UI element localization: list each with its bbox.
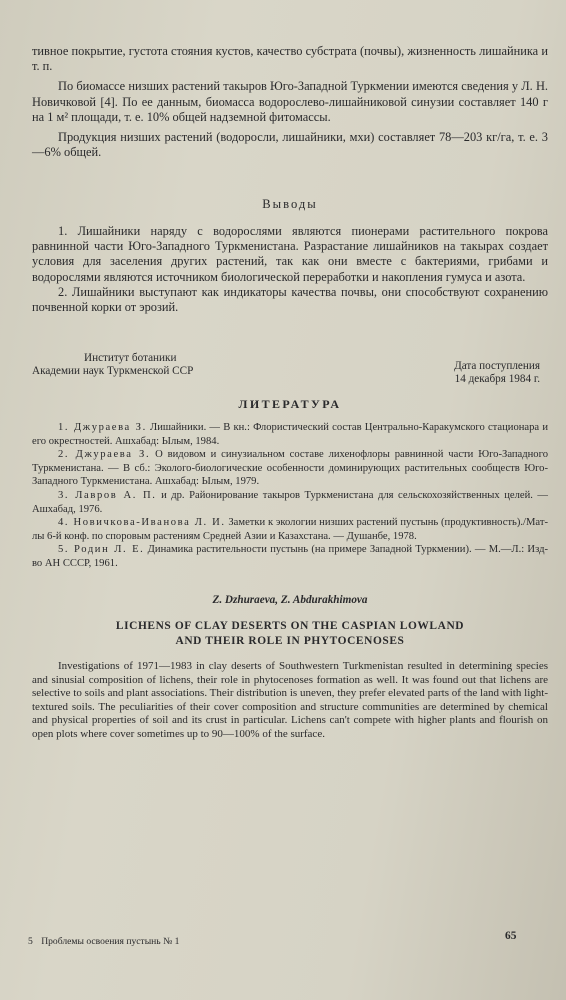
reference-item [32,448,548,489]
reference-text: Заметки к экологии низших растений пустынь (продуктивность)./Мат-лы 6-й конф. по споровым растениям Средней Азии и Казахстана. — Душанбе, 1978. [32,517,549,542]
literature-heading-wrap [32,397,548,412]
reference-author: 3. Лавров А. П. [58,489,157,501]
english-abstract-wrap [32,660,548,742]
reference-item [32,516,548,543]
signature-number: 5 [28,936,33,947]
reference-text: О видовом и синузиальном составе лихенофлоры равнинной части Юго-Западного Туркменистана. — В сб.: Эколого-биологические особенности доминирующих растительных сообществ Юго-Западного Туркменистана. Ашхабад: Ылым, 1979. [32,449,548,488]
journal-name: Проблемы освоения пустынь № 1 [41,936,180,947]
reference-author: 2. Джураева З. [58,449,151,461]
reference-list [32,421,548,571]
conclusions-heading: Выводы [262,197,318,211]
english-title-line-1: LICHENS OF CLAY DESERTS ON THE CASPIAN LOWLAND [115,620,465,632]
english-authors: Z. Dzhuraeva, Z. Abdurakhimova [212,594,368,606]
english-abstract: Investigations of 1971—1983 in clay deserts of Southwestern Turkmenistan resulted in determining species and sinusial composition of lichens, their role in phytocenoses formation as well. It was found out that lichens are selective to soils and plant associations. Their distribution is uneven, they prefer elevated parts of the land with light-textured soils. The peculiarities of their cover composition and structure communities are determined by chemical and physical properties of soil and its crust in particular. Lichens can't compete with higher plants and flourish on open plots where cover sometimes up to 90—100% of the surface. [32,660,548,740]
english-title-line-2: AND THEIR ROLE IN PHYTOCENOSES [175,635,405,647]
conclusion-1: 1. Лишайники наряду с водорослями являются пионерами растительного покрова равнинной части Юго-Западного Туркменистана. Разрастание лишайников на такырах создает условия для заселения других растений, так как они вместе с бактериями, грибами и водорослями являются источником биологической переработки и накопления гумуса и азота. [32,224,548,284]
conclusion-2: 2. Лишайники выступают как индикаторы качества почвы, они способствуют сохранению почвенной корки от эрозий. [32,284,548,315]
signature-block [32,352,548,386]
conclusions-text [32,224,548,315]
paragraph-biomass: По биомассе низших растений такыров Юго-Западной Туркмении имеются сведения у Л. Н. Новичковой [4]. По ее данным, биомасса водорослево-лишайниковой синузии составляет 140 г на 1 м² площади, т. е. 10% общей надземной фитомассы. [32,79,548,124]
reference-item [32,421,548,448]
english-authors-wrap [32,594,548,606]
date-received-value: 14 декабря 1984 г. [454,373,540,385]
date-received-label: Дата поступления [454,360,540,372]
reference-text: и др. Районирование такыров Туркменистана для сельскохозяйственных целей. — Ашхабад, 1976. [32,489,548,515]
paragraph-production: Продукция низших растений (водоросли, лишайники, мхи) составляет 78—203 кг/га, т. е. 3—6% общей. [32,130,548,160]
conclusions-heading-wrap [32,197,548,212]
reference-author: 4. Новичкова-Иванова Л. И. [58,517,226,529]
paragraph-continuation: тивное покрытие, густота стояния кустов, качество субстрата (почвы), жизненность лишайника и т. п. [32,44,548,74]
reference-item [32,489,548,516]
reference-text: Лишайники. — В кн.: Флористический состав Центрально-Каракумского стационара и его окрестностей. Ашхабад: Ылым, 1984. [32,422,548,447]
english-title [32,619,548,649]
page-number: 65 [505,930,517,942]
reference-item [32,543,548,570]
institute-line-1: Институт ботаники [84,352,177,364]
literature-heading: ЛИТЕРАТУРА [238,397,342,411]
reference-author: 5. Родин Л. Е. [58,544,145,556]
reference-author: 1. Джураева З. [58,422,147,433]
reference-text: Динамика растительности пустынь (на примере Западной Туркмении). — М.—Л.: Изд-во АН СССР, 1961. [32,544,548,569]
institute-line-2: Академии наук Туркменской ССР [32,365,194,377]
footer-journal [28,936,179,947]
body-text [32,44,548,160]
